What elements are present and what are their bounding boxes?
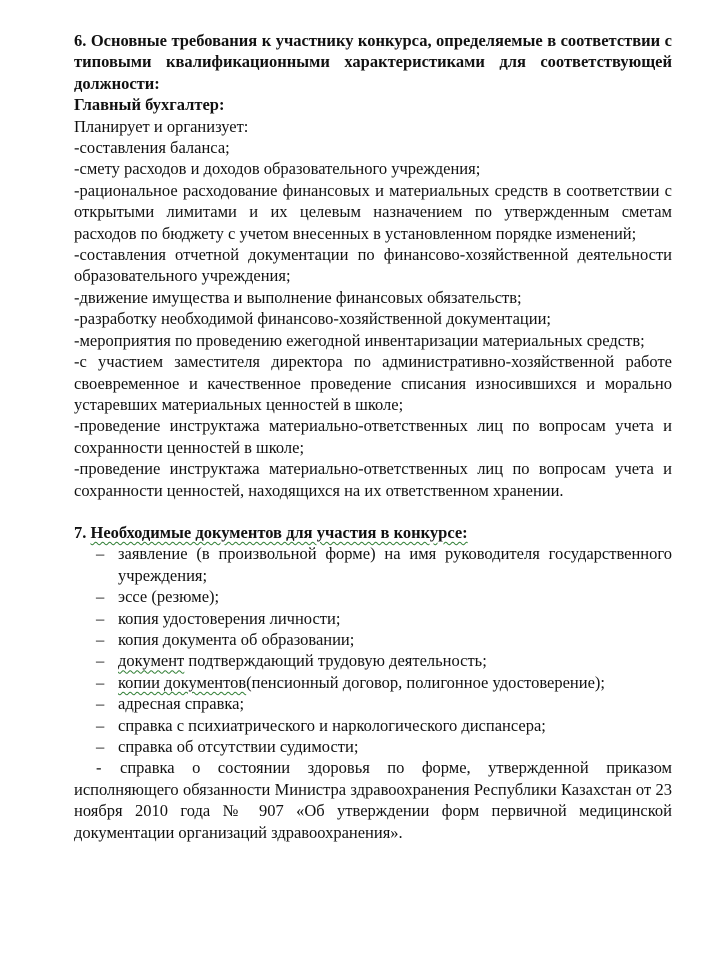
requirement-item: -проведение инструктажа материально-ответственных лиц по вопросам учета и сохранности ценностей, находящихся на их ответственном хранении.: [74, 459, 672, 500]
list-item: [74, 672, 672, 693]
list-item-text: адресная справка;: [118, 694, 245, 714]
section-7-heading: [74, 522, 672, 543]
requirement-item: -с участием заместителя директора по административно-хозяйственной работе своевременное и качественное проведение списания износившихся и морально устаревших материальных ценностей в школе;: [74, 352, 672, 414]
health-certificate-item: [74, 757, 672, 843]
requirement-item: -рациональное расходование финансовых и материальных средств в соответствии с открытыми лимитами и их целевым назначением по утвержденным сметам расходов по бюджету с учетом внесенных в установленном порядке изменений;: [74, 180, 672, 243]
dash-marker: -: [96, 758, 102, 778]
list-item-text: подтверждающий трудовую деятельность;: [184, 651, 487, 671]
list-item-text-flagged: копии документов: [118, 672, 247, 692]
requirement-item: -смету расходов и доходов образовательного учреждения;: [74, 159, 481, 179]
dash-marker: –: [96, 587, 105, 607]
list-item-text: копия удостоверения личности;: [118, 608, 341, 628]
list-item: [74, 608, 672, 629]
list-item: [74, 586, 672, 607]
dash-marker: –: [96, 672, 105, 692]
document-page: [74, 30, 672, 843]
requirement-item: -движение имущества и выполнение финансовых обязательств;: [74, 287, 522, 307]
list-item-text: справка с психиатрического и наркологического диспансера;: [118, 715, 546, 735]
requirement-item: -разработку необходимой финансово-хозяйственной документации;: [74, 309, 551, 329]
list-item: [74, 715, 672, 736]
section-6-heading: 6. Основные требования к участнику конкурса, определяемые в соответствии с типовыми квалификационными характеристиками для соответствующей должности:: [74, 31, 672, 93]
dash-marker: –: [96, 737, 105, 756]
section-7-number: 7.: [74, 522, 87, 542]
dash-marker: –: [96, 544, 105, 564]
list-item-text: эссе (резюме);: [118, 587, 220, 607]
list-item: [74, 650, 672, 671]
list-item-text: справка об отсутствии судимости;: [118, 737, 359, 756]
list-item: [74, 629, 672, 650]
dash-marker: –: [96, 651, 105, 671]
list-item-text: копия документа об образовании;: [118, 629, 355, 649]
section-7-heading-text: Необходимые документов для участия в конкурсе:: [90, 522, 468, 542]
requirement-item: -мероприятия по проведению ежегодной инвентаризации материальных средств;: [74, 330, 645, 350]
documents-list: [74, 543, 672, 757]
list-item: [74, 736, 672, 757]
role-title: Главный бухгалтер:: [74, 95, 225, 115]
list-item: [74, 543, 672, 586]
list-item-text: (пенсионный договор, полигонное удостоверение);: [246, 672, 605, 692]
requirement-item: -проведение инструктажа материально-ответственных лиц по вопросам учета и сохранности ценностей в школе;: [74, 416, 672, 457]
dash-marker: –: [96, 715, 105, 735]
section-6-intro: Планирует и организует:: [74, 116, 249, 136]
dash-marker: –: [96, 694, 105, 714]
requirement-item: -составления баланса;: [74, 138, 230, 158]
section-spacer: [74, 501, 672, 522]
list-item-text: справка о состоянии здоровья по форме, утвержденной приказом исполняющего обязанности Министра здравоохранения Республики Казахстан от 23 ноября 2010 года № 907 «Об утверждении форм первичной медицинской документации организаций здравоохранения».: [74, 758, 672, 842]
requirement-item: -составления отчетной документации по финансово-хозяйственной деятельности образовательного учреждения;: [74, 245, 672, 286]
dash-marker: –: [96, 629, 105, 649]
list-item-text-flagged: документ: [118, 651, 185, 671]
list-item: [74, 693, 672, 714]
list-item-text: заявление (в произвольной форме) на имя руководителя государственного учреждения;: [118, 544, 672, 585]
dash-marker: –: [96, 608, 105, 628]
